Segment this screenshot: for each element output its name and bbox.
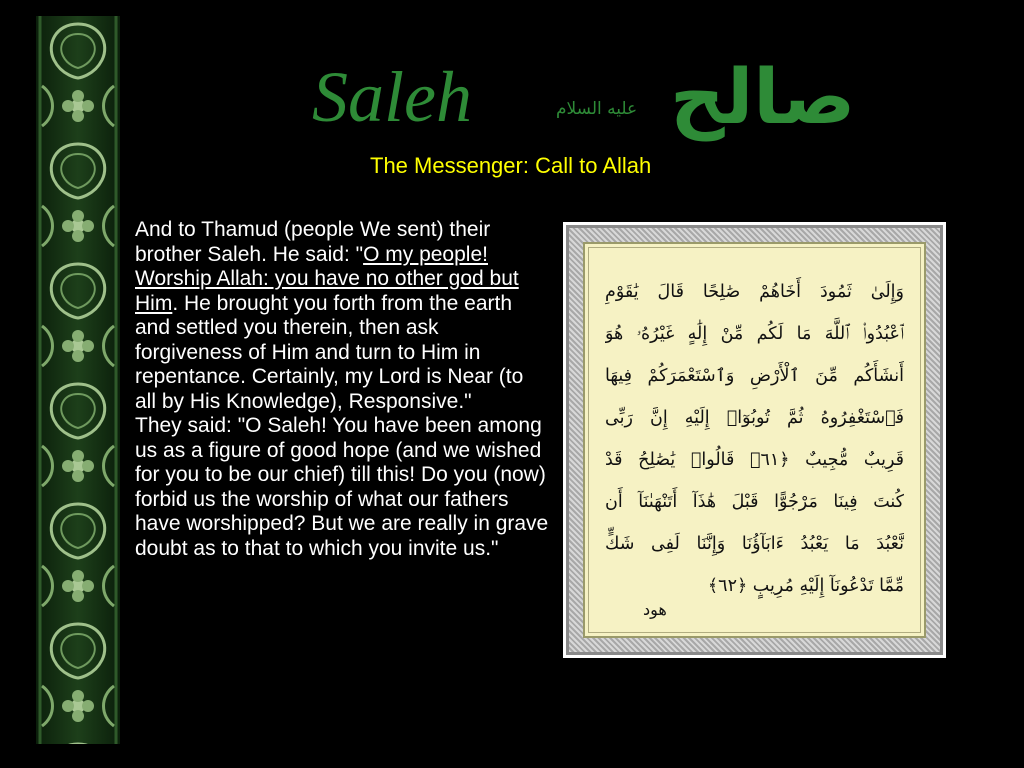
quran-page-border xyxy=(566,225,943,655)
paragraph-1 xyxy=(135,218,550,414)
title-arabic: صالح xyxy=(670,52,856,141)
title-latin: Saleh xyxy=(312,57,472,137)
surah-name: هود xyxy=(643,600,667,619)
quran-line: فَٱسْتَغْفِرُوهُ ثُمَّ تُوبُوٓا۟ إِلَيْهِ إِنَّ رَبِّى xyxy=(605,408,904,428)
ornament-pattern xyxy=(36,16,120,744)
quran-line: نَّعْبُدَ مَا يَعْبُدُ ءَابَآؤُنَا وَإِنَّنَا لَفِى شَكٍّ xyxy=(605,534,904,554)
decorative-ornament-band xyxy=(36,16,120,744)
subtitle: The Messenger: Call to Allah xyxy=(370,153,652,178)
paragraph-1-underlined-quote: O my people! Worship Allah: you have no other god but Him xyxy=(135,242,519,315)
title-salutation-arabic: عليه السلام xyxy=(556,99,638,119)
paragraph-2: They said: "O Saleh! You have been among us as a figure of good hope (and we wished for you to be our chief) till this! Do you (now) forbid us the worship of what our fathers have worshipped? But we are really in grave doubt as to that to which you invite us." xyxy=(135,414,549,560)
quran-line: مِّمَّا تَدْعُونَآ إِلَيْهِ مُرِيبٍ ﴿٦٢﴾ xyxy=(707,576,904,596)
quran-line: ٱعْبُدُوا۟ ٱللَّهَ مَا لَكُم مِّنْ إِلَٰهٍ غَيْرُهُۥ هُوَ xyxy=(605,324,904,344)
quran-line: وَإِلَىٰ ثَمُودَ أَخَاهُمْ صَٰلِحًا قَالَ يَٰقَوْمِ xyxy=(605,282,904,302)
paragraph-1-intro: And to Thamud (people We sent) their brother Saleh. He said: " xyxy=(135,218,491,266)
paragraph-1-rest: . He brought you forth from the earth and settled you therein, then ask forgiveness of Him and turn to Him in repentance. Certainly, my Lord is Near (to all by His Knowledge), Responsive." xyxy=(135,291,524,413)
quran-line: كُنتَ فِينَا مَرْجُوًّا قَبْلَ هَٰذَآ أَتَنْهَىٰنَآ أَن xyxy=(605,492,904,512)
body-text xyxy=(135,218,550,561)
quran-line: أَنشَأَكُم مِّنَ ٱلْأَرْضِ وَٱسْتَعْمَرَكُمْ فِيهَا xyxy=(605,366,904,386)
quran-page-text-area xyxy=(583,242,926,638)
quran-line: قَرِيبٌ مُّجِيبٌ ﴿٦١﴾ قَالُوا۟ يَٰصَٰلِحُ قَدْ xyxy=(605,450,904,470)
quran-page-image xyxy=(563,222,946,658)
